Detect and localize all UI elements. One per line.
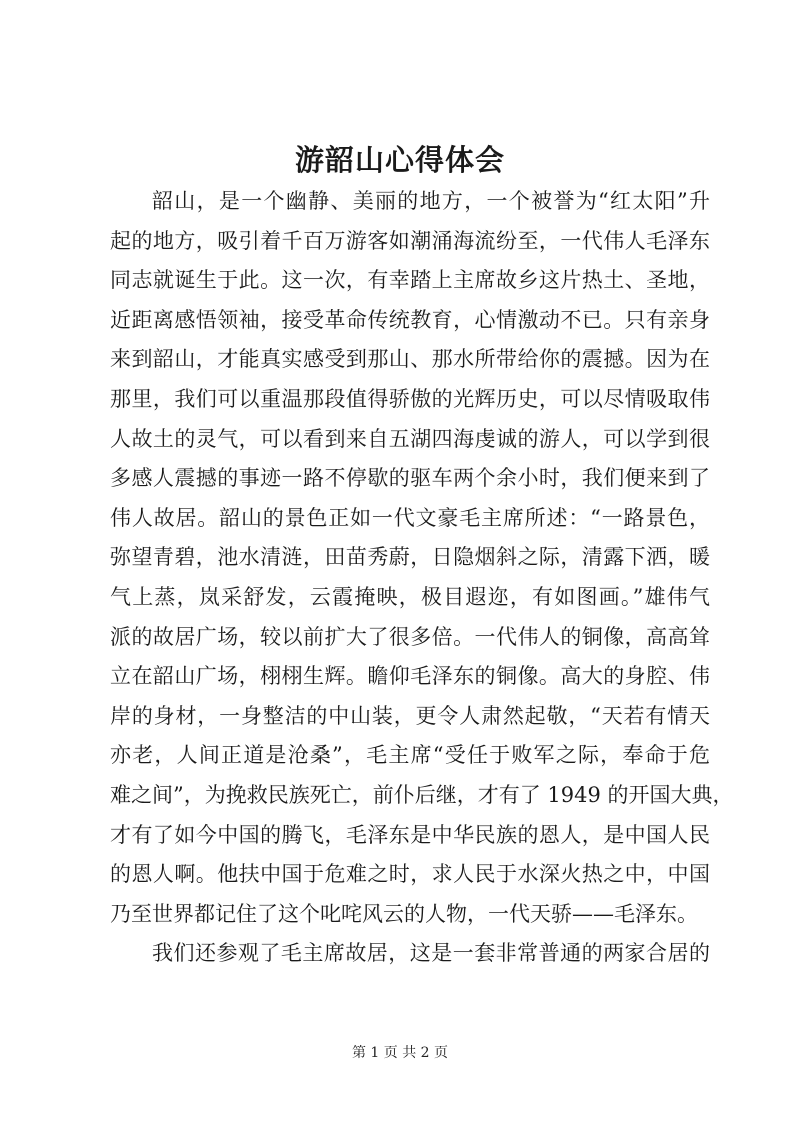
page-footer: 第 1 页 共 2 页 — [351, 1045, 449, 1061]
paragraph-line: 我们还参观了毛主席故居，这是一套非常普通的两家合居的 — [152, 941, 710, 966]
body-text — [110, 182, 734, 974]
paragraph-line: 近距离感悟领袖，接受革命传统教育，心情激动不已。只有亲身 — [110, 307, 710, 332]
paragraph-line: 派的故居广场，较以前扩大了很多倍。一代伟人的铜像，高高耸 — [110, 624, 710, 649]
paragraph-line: 多感人震撼的事迹一路不停歇的驱车两个余小时，我们便来到了 — [110, 466, 710, 491]
paragraph-line: 人故土的灵气，可以看到来自五湖四海虔诚的游人，可以学到很 — [110, 426, 710, 451]
paragraph-line: 难之间”，为挽救民族死亡，前仆后继，才有了 1949 的开国大典， — [110, 782, 734, 807]
paragraph-line: 那里，我们可以重温那段值得骄傲的光辉历史，可以尽情吸取伟 — [110, 386, 710, 411]
paragraph-line: 起的地方，吸引着千百万游客如潮涌海流纷至，一代伟人毛泽东 — [110, 228, 710, 253]
paragraph-line: 气上蒸，岚采舒发，云霞掩映，极目遐迩，有如图画。”雄伟气 — [110, 584, 710, 609]
paragraph-line: 乃至世界都记住了这个叱咤风云的人物，一代天骄——毛泽东。 — [110, 901, 698, 926]
paragraph-line: 的恩人啊。他扶中国于危难之时，求人民于水深火热之中，中国 — [110, 862, 710, 887]
paragraph-line: 亦老，人间正道是沧桑”，毛主席“受任于败军之际，奉命于危 — [110, 743, 710, 768]
paragraph-line: 弥望青碧，池水清涟，田苗秀蔚，日隐烟斜之际，清露下洒，暖 — [110, 545, 710, 570]
paragraph-line: 韶山，是一个幽静、美丽的地方，一个被誉为“红太阳”升 — [152, 189, 710, 213]
paragraph-line: 伟人故居。韶山的景色正如一代文豪毛主席所述：“一路景色， — [110, 505, 710, 530]
paragraph-line: 才有了如今中国的腾飞，毛泽东是中华民族的恩人，是中国人民 — [110, 822, 710, 847]
paragraph-line: 同志就诞生于此。这一次，有幸踏上主席故乡这片热土、圣地， — [110, 268, 710, 293]
page-title: 游韶山心得体会 — [294, 143, 505, 177]
paragraph-line: 来到韶山，才能真实感受到那山、那水所带给你的震撼。因为在 — [110, 347, 710, 372]
paragraph-line: 立在韶山广场，栩栩生辉。瞻仰毛泽东的铜像。高大的身腔、伟 — [110, 664, 710, 689]
paragraph-line: 岸的身材，一身整洁的中山装，更令人肃然起敬，“天若有情天 — [110, 703, 710, 728]
